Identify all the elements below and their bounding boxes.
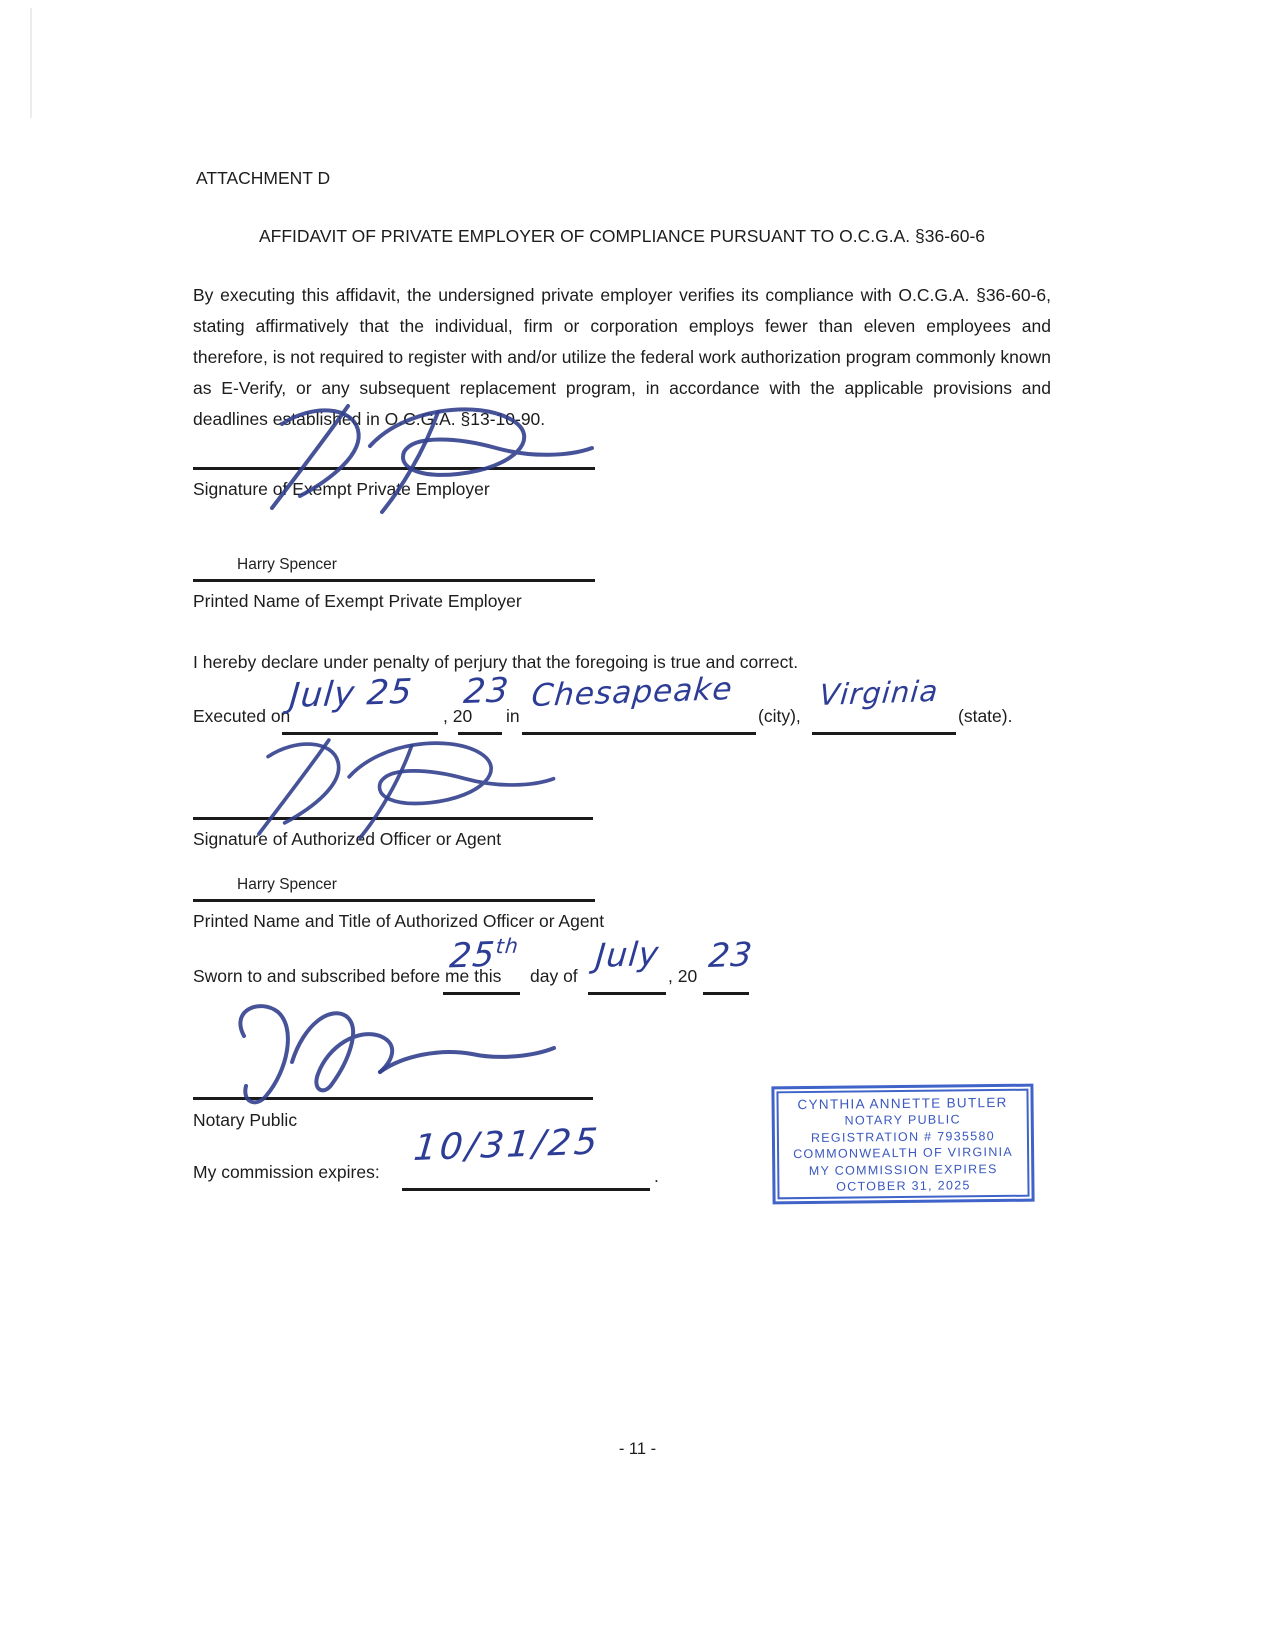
- employer-printed-name-label: Printed Name of Exempt Private Employer: [193, 591, 522, 611]
- execution-in-word: in: [506, 706, 520, 726]
- notary-public-label: Notary Public: [193, 1110, 298, 1130]
- notary-signature-line: [193, 1097, 593, 1100]
- execution-state-suffix: (state).: [958, 706, 1013, 726]
- officer-printed-name-label: Printed Name and Title of Authorized Officer or Agent: [193, 911, 605, 931]
- stamp-commonwealth: COMMONWEALTH OF VIRGINIA: [793, 1144, 1014, 1162]
- execution-prefix: Executed on: [193, 706, 291, 726]
- officer-printed-name-line: [193, 899, 595, 902]
- commission-expires-label: My commission expires:: [193, 1162, 380, 1182]
- execution-city-handwriting: Chesapeake: [530, 671, 735, 714]
- stamp-expires-date: OCTOBER 31, 2025: [836, 1178, 971, 1194]
- employer-printed-name: Harry Spencer: [237, 556, 337, 573]
- notary-stamp-inner-border: [776, 1089, 1029, 1200]
- execution-year-handwriting: 23: [462, 670, 511, 712]
- employer-signature-label: Signature of Exempt Private Employer: [193, 479, 490, 499]
- officer-signature-line: [193, 817, 593, 820]
- notary-signature-ink-icon: [200, 998, 590, 1110]
- stamp-notary-name: CYNTHIA ANNETTE BUTLER: [797, 1094, 1008, 1112]
- commission-trailing-period: .: [654, 1166, 659, 1186]
- stamp-registration-number: REGISTRATION # 7935580: [810, 1128, 995, 1145]
- officer-signature-label: Signature of Authorized Officer or Agent: [193, 829, 502, 849]
- body-paragraph: By executing this affidavit, the undersigned private employer verifies its compliance with O.C.G.A. §36-60-6, stating affirmatively that the individual, firm or corporation employs fewer than eleven employees and therefore, is not required to register with and/or utilize the federal work authorization program commonly known as E-Verify, or any subsequent replacement program, in accordance with the applicable provisions and deadlines established in O.C.G.A. §13-10-90.: [193, 285, 1051, 429]
- sworn-year-prefix: , 20: [668, 966, 698, 986]
- employer-printed-name-line: [193, 579, 595, 582]
- perjury-declaration: I hereby declare under penalty of perjury that the foregoing is true and correct.: [193, 652, 799, 672]
- officer-printed-name: Harry Spencer: [237, 876, 337, 893]
- scan-artifact: [30, 8, 32, 118]
- sworn-prefix: Sworn to and subscribed before me this: [193, 966, 502, 986]
- execution-city-suffix: (city),: [758, 706, 801, 726]
- sworn-year-handwriting: 23: [707, 934, 755, 975]
- stamp-notary-title: NOTARY PUBLIC: [844, 1112, 961, 1128]
- page-number: - 11 -: [618, 1440, 657, 1458]
- commission-date-handwriting: 10/31/25: [412, 1121, 602, 1169]
- document-title: AFFIDAVIT OF PRIVATE EMPLOYER OF COMPLIANCE PURSUANT TO O.C.G.A. §36-60-6: [258, 226, 986, 246]
- sworn-month-handwriting: July: [594, 933, 662, 975]
- sworn-day-handwriting: 25th: [448, 933, 520, 977]
- employer-signature-line: [193, 467, 595, 470]
- execution-year-prefix: , 20: [443, 706, 473, 726]
- execution-date-handwriting: July 25: [288, 671, 415, 716]
- execution-state-handwriting: Virginia: [818, 673, 940, 712]
- notary-stamp: [771, 1084, 1034, 1205]
- attachment-label: ATTACHMENT D: [196, 168, 331, 188]
- sworn-day-of: day of: [530, 966, 578, 986]
- stamp-expires-label: MY COMMISSION EXPIRES: [808, 1161, 998, 1178]
